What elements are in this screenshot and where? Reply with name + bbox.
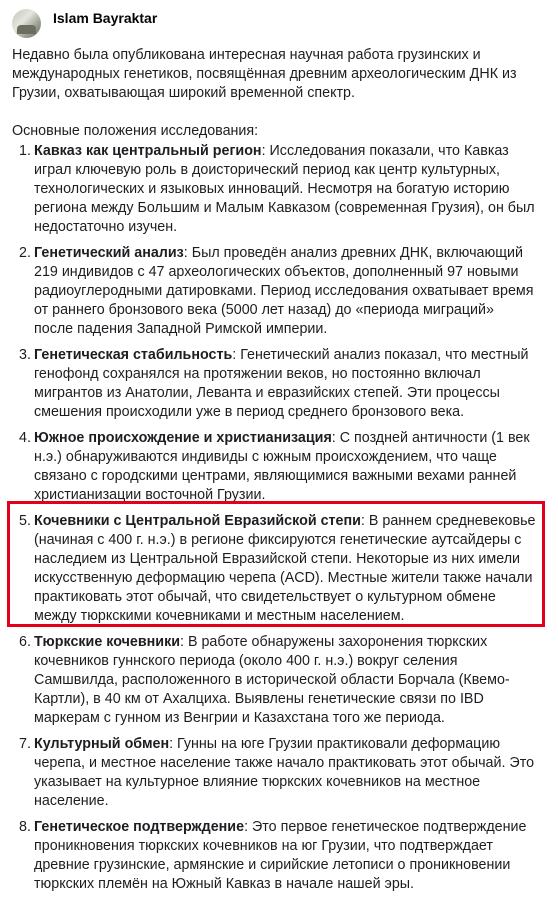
item-heading: Кавказ как центральный регион — [34, 143, 262, 159]
list-item — [12, 818, 552, 894]
item-heading: Генетический анализ — [34, 245, 184, 261]
findings-list — [12, 142, 552, 894]
item-heading: Тюркские кочевники — [34, 634, 181, 650]
item-number: 8. — [19, 819, 31, 835]
item-text: : Гунны на юге Грузии практиковали деформацию черепа, и местное население также начало практиковать этот обычай. Это указывает на культурное влияние тюркских кочевников на местное население. — [34, 736, 535, 809]
list-item — [12, 735, 552, 811]
item-number: 5. — [19, 513, 31, 529]
item-text: : Был проведён анализ древних ДНК, включающий 219 индивидов с 47 археологических объектов, дополненный 97 новыми радиоуглеродными датировками. Период исследования охватывает время от раннего бронзового века (5000 лет назад) до «периода миграций» после падения Западной Римской империи. — [34, 245, 534, 337]
list-item — [12, 633, 552, 728]
item-heading: Южное происхождение и христианизация — [34, 430, 332, 446]
list-item — [12, 512, 552, 626]
item-number: 2. — [19, 245, 31, 261]
item-heading: Кочевники с Центральной Евразийской степи — [34, 513, 361, 529]
item-text: : Генетический анализ показал, что местный генофонд сохранялся на протяжении веков, но постоянно включал мигрантов из Анатолии, Леванта и евразийских степей. Эти процессы смешения происходили уже в период среднего бронзового века. — [34, 347, 529, 420]
list-item — [12, 429, 552, 505]
item-text: : В работе обнаружены захоронения тюркских кочевников гуннского периода (около 400 г. н.э.) вокруг селения Самшвилда, расположенного в исторической области Борчала (Квемо-Картли), в 40 км от Ахалциха. Выявлены генетические связи по IBD маркерам с гунном из Венгрии и Казахстана того же периода. — [34, 634, 510, 726]
list-item — [12, 142, 552, 237]
item-heading: Культурный обмен — [34, 736, 170, 752]
item-number: 4. — [19, 430, 31, 446]
item-text: : В раннем средневековье (начиная с 400 г. н.э.) в регионе фиксируются генетические аутсайдеры с наследием из Центральной Евразийской степи. Некоторые из них имели искусственную деформацию черепа (ACD). Местные жители также начали практиковать этот обычай, что свидетельствует о культурном обмене между тюркскими кочевниками и местным населением. — [34, 513, 536, 624]
item-text: : С поздней античности (1 век н.э.) обнаруживаются индивиды с южным происхождением, что чаще связано с городскими центрами, являющимися важными вехами ранней христианизации восточной Грузии. — [34, 430, 530, 503]
section-title: Основные положения исследования: — [12, 123, 259, 139]
item-number: 6. — [19, 634, 31, 650]
item-heading: Генетическое подтверждение — [34, 819, 245, 835]
item-number: 1. — [19, 143, 31, 159]
author-avatar[interactable] — [12, 9, 41, 38]
post-body — [12, 46, 552, 901]
item-text: : Это первое генетическое подтверждение проникновения тюркских кочевников на юг Грузии, что подтверждает древние грузинские, армянские и сирийские летописи о проникновении тюркских племён на Южный Кавказ в начале нашей эры. — [34, 819, 527, 892]
item-number: 3. — [19, 347, 31, 363]
author-name[interactable]: Islam Bayraktar — [53, 9, 158, 26]
list-item — [12, 244, 552, 339]
item-heading: Генетическая стабильность — [34, 347, 233, 363]
item-text: : Исследования показали, что Кавказ играл ключевую роль в доисторический период как центр культурных, технологических и языковых инноваций. Несмотря на богатую историю региона между Большим и Малым Кавказом (современная Грузия), он был недостаточно изучен. — [34, 143, 535, 235]
list-item — [12, 346, 552, 422]
post-intro: Недавно была опубликована интересная научная работа грузинских и международных генетиков, посвящённая древним археологическим ДНК из Грузии, охватывающая широкий временной спектр. — [12, 47, 517, 101]
post-header — [12, 8, 157, 38]
item-number: 7. — [19, 736, 31, 752]
